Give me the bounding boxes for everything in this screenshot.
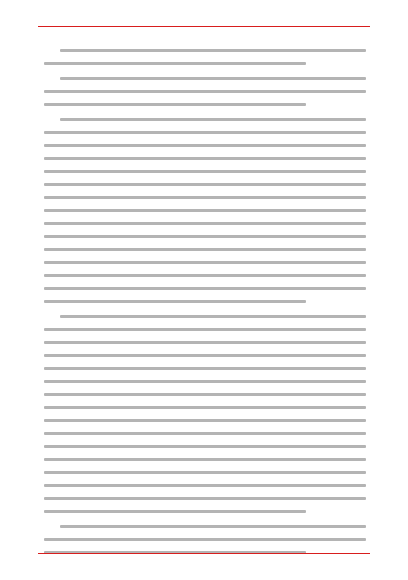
text-line-placeholder xyxy=(44,401,366,414)
text-line-placeholder xyxy=(44,113,366,126)
text-line-placeholder xyxy=(44,310,366,323)
document-body xyxy=(44,44,366,559)
body-paragraph xyxy=(44,113,366,308)
text-line-placeholder xyxy=(44,72,366,85)
text-line-placeholder xyxy=(44,126,366,139)
text-line-placeholder xyxy=(44,230,366,243)
header-divider xyxy=(38,26,370,27)
text-line-placeholder xyxy=(44,349,366,362)
text-line-placeholder xyxy=(44,440,366,453)
text-line-placeholder xyxy=(44,295,366,308)
text-line-placeholder xyxy=(44,533,366,546)
text-line-placeholder xyxy=(44,505,366,518)
text-line-placeholder xyxy=(44,85,366,98)
text-line-placeholder xyxy=(44,388,366,401)
text-line-placeholder xyxy=(44,256,366,269)
text-line-placeholder xyxy=(44,375,366,388)
text-line-placeholder xyxy=(44,362,366,375)
text-line-placeholder xyxy=(44,323,366,336)
text-line-placeholder xyxy=(44,453,366,466)
text-line-placeholder xyxy=(44,427,366,440)
text-line-placeholder xyxy=(44,479,366,492)
text-line-placeholder xyxy=(44,336,366,349)
body-paragraph xyxy=(44,310,366,518)
text-line-placeholder xyxy=(44,520,366,533)
text-line-placeholder xyxy=(44,243,366,256)
footer-divider xyxy=(38,553,370,554)
text-line-placeholder xyxy=(44,165,366,178)
text-line-placeholder xyxy=(44,204,366,217)
text-line-placeholder xyxy=(44,191,366,204)
text-line-placeholder xyxy=(44,492,366,505)
text-line-placeholder xyxy=(44,44,366,57)
text-line-placeholder xyxy=(44,178,366,191)
text-line-placeholder xyxy=(44,282,366,295)
text-line-placeholder xyxy=(44,139,366,152)
body-paragraph xyxy=(44,72,366,111)
body-paragraph xyxy=(44,44,366,70)
text-line-placeholder xyxy=(44,98,366,111)
text-line-placeholder xyxy=(44,57,366,70)
text-line-placeholder xyxy=(44,217,366,230)
text-line-placeholder xyxy=(44,152,366,165)
text-line-placeholder xyxy=(44,269,366,282)
text-line-placeholder xyxy=(44,466,366,479)
text-line-placeholder xyxy=(44,414,366,427)
